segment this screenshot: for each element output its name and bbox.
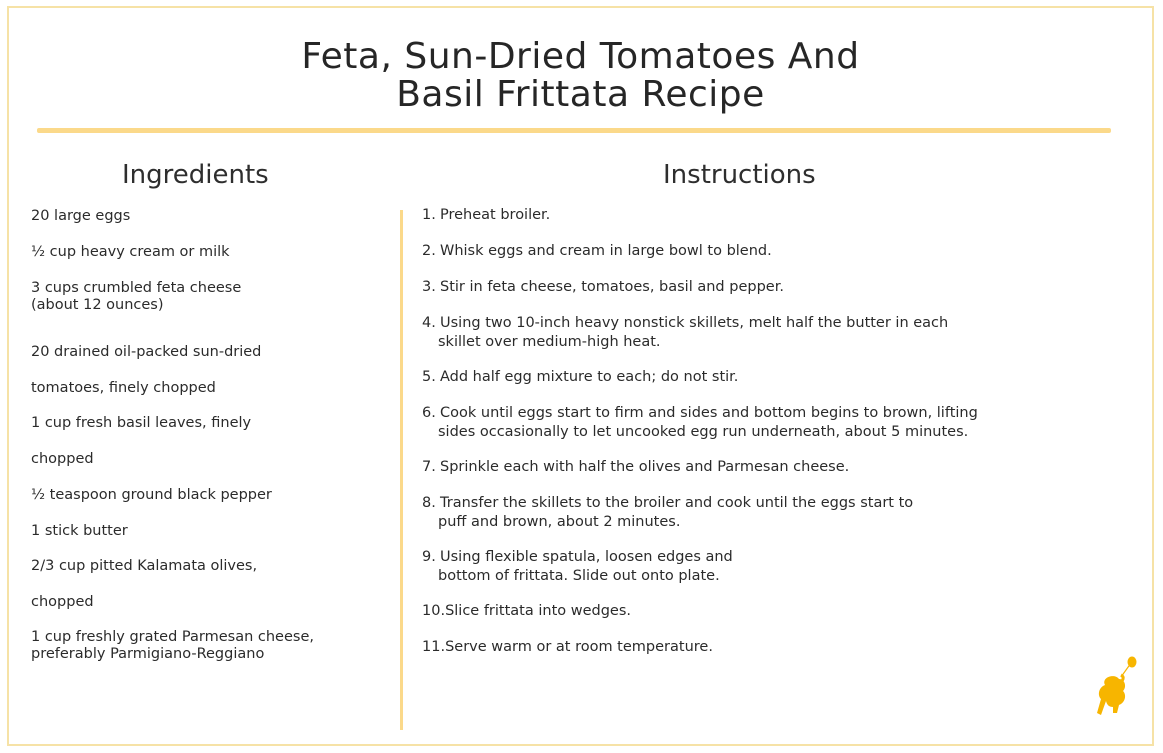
ingredient-item: chopped xyxy=(31,451,94,467)
title-line-1: Feta, Sun-Dried Tomatoes And xyxy=(301,36,860,77)
ingredient-item: 1 stick butter xyxy=(31,523,128,539)
ingredient-item: 20 drained oil-packed sun-dried xyxy=(31,344,262,360)
title-line-2: Basil Frittata Recipe xyxy=(396,74,765,115)
step-text: Cook until eggs start to firm and sides and bottom begins to brown, lifting xyxy=(440,405,978,421)
ingredient-item: ½ cup heavy cream or milk xyxy=(31,244,230,260)
ingredient-item: tomatoes, finely chopped xyxy=(31,380,216,396)
step-number: 10. xyxy=(422,603,446,619)
step-text: Add half egg mixture to each; do not stir. xyxy=(440,369,739,385)
step-text: Transfer the skillets to the broiler and cook until the eggs start to xyxy=(440,495,914,511)
step-text: Preheat broiler. xyxy=(440,207,551,223)
instructions-heading: Instructions xyxy=(663,160,816,190)
ingredients-heading: Ingredients xyxy=(122,160,269,190)
step-number: 1. xyxy=(422,207,436,223)
ingredient-item: 1 cup freshly grated Parmesan cheese, preferably Parmigiano-Reggiano xyxy=(31,629,314,662)
step-text: Stir in feta cheese, tomatoes, basil and pepper. xyxy=(440,279,784,295)
step-number: 5. xyxy=(422,369,436,385)
instruction-step xyxy=(422,242,772,261)
ingredient-item: chopped xyxy=(31,594,94,610)
step-number: 4. xyxy=(422,315,436,331)
step-text-continued: bottom of frittata. Slide out onto plate. xyxy=(438,568,720,584)
step-text: Using two 10-inch heavy nonstick skillets, melt half the butter in each xyxy=(440,315,949,331)
step-text: Serve warm or at room temperature. xyxy=(445,639,713,655)
instruction-step xyxy=(422,368,738,387)
title-divider xyxy=(37,128,1111,133)
step-text-continued: puff and brown, about 2 minutes. xyxy=(438,514,681,530)
step-number: 2. xyxy=(422,243,436,259)
instruction-step xyxy=(422,314,948,352)
step-number: 3. xyxy=(422,279,436,295)
instruction-step xyxy=(422,278,784,297)
step-text: Whisk eggs and cream in large bowl to blend. xyxy=(440,243,772,259)
step-number: 8. xyxy=(422,495,436,511)
step-number: 9. xyxy=(422,549,436,565)
recipe-card xyxy=(7,6,1154,746)
ingredient-item: 3 cups crumbled feta cheese (about 12 ounces) xyxy=(31,280,242,313)
step-text: Slice frittata into wedges. xyxy=(445,603,632,619)
elephant-balloon-icon xyxy=(1087,655,1145,730)
ingredient-item: 20 large eggs xyxy=(31,208,131,224)
page-title xyxy=(9,38,1152,114)
step-number: 7. xyxy=(422,459,436,475)
step-number: 6. xyxy=(422,405,436,421)
instruction-step xyxy=(422,404,978,442)
instruction-step xyxy=(422,548,733,586)
ingredient-item: 1 cup fresh basil leaves, finely xyxy=(31,415,252,431)
step-text-continued: skillet over medium-high heat. xyxy=(438,334,661,350)
step-text: Sprinkle each with half the olives and Parmesan cheese. xyxy=(440,459,850,475)
step-number: 11. xyxy=(422,639,446,655)
instruction-step xyxy=(422,458,849,477)
instruction-step xyxy=(422,638,713,657)
step-text: Using flexible spatula, loosen edges and xyxy=(440,549,733,565)
instruction-step xyxy=(422,602,631,621)
ingredient-item: 2/3 cup pitted Kalamata olives, xyxy=(31,558,258,574)
instruction-step xyxy=(422,206,550,225)
instruction-step xyxy=(422,494,913,532)
ingredient-item: ½ teaspoon ground black pepper xyxy=(31,487,272,503)
column-divider xyxy=(400,210,403,730)
step-text-continued: sides occasionally to let uncooked egg run underneath, about 5 minutes. xyxy=(438,424,969,440)
